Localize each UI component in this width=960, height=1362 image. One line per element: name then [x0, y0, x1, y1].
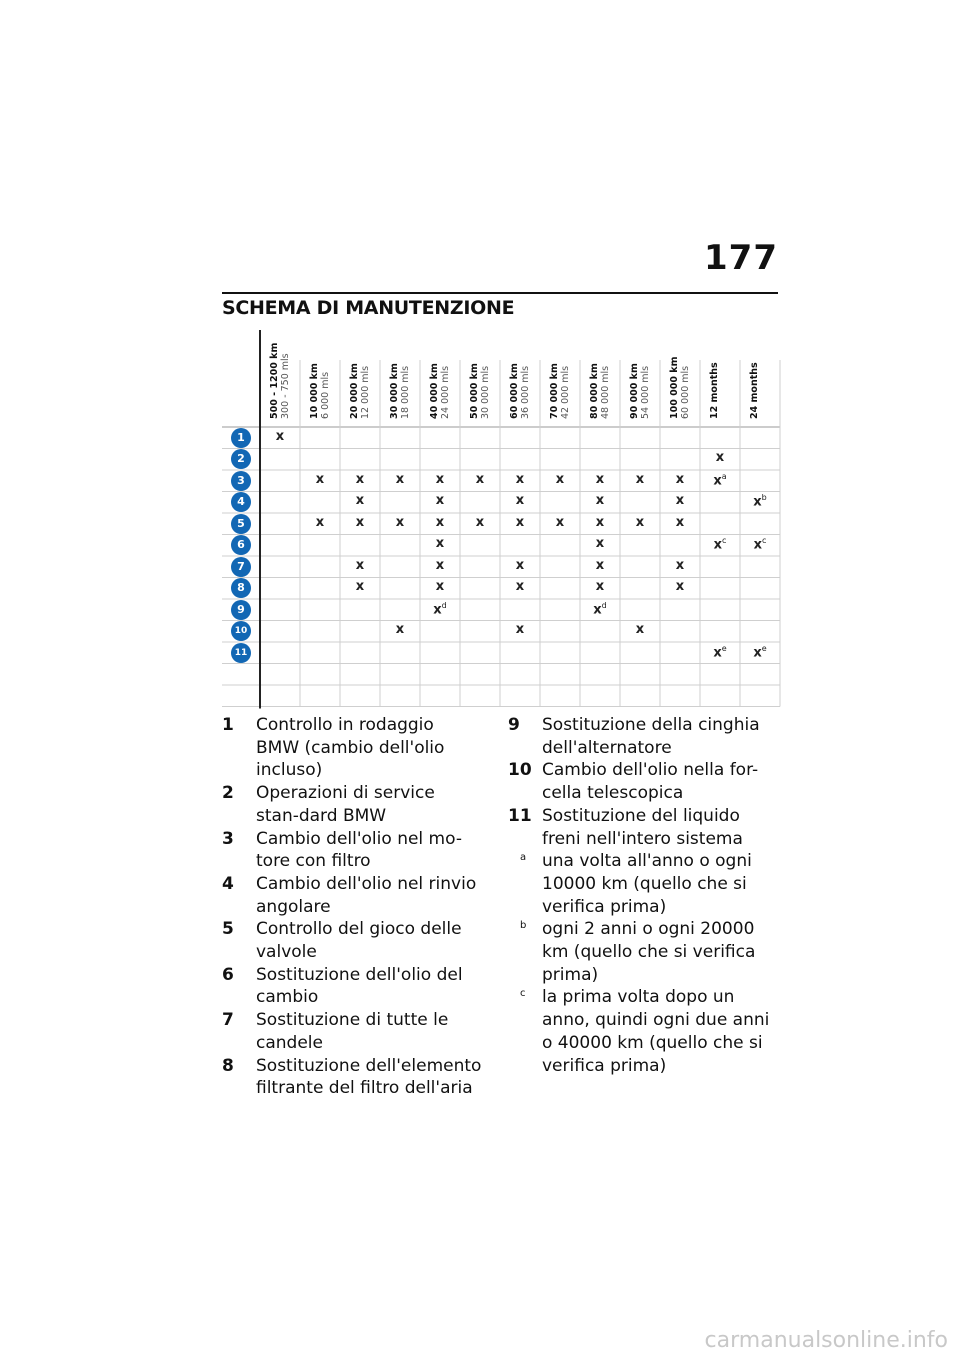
mark-footnote-ref: b	[761, 493, 767, 503]
maintenance-mark	[380, 622, 420, 637]
maintenance-mark	[740, 493, 780, 509]
mark-symbol: x	[355, 557, 365, 573]
mark-symbol: x	[675, 471, 685, 487]
column-header-miles: 48 000 mls	[600, 365, 611, 419]
footer-watermark: carmanualsonline.info	[704, 1328, 948, 1353]
maintenance-mark	[500, 472, 540, 487]
mark-symbol: x	[275, 428, 285, 444]
legend-number: 11	[508, 805, 532, 826]
mark-footnote-ref: c	[721, 536, 727, 546]
column-header-miles: 24 000 mls	[440, 365, 451, 419]
column-header-miles: 42 000 mls	[560, 365, 571, 419]
mark-symbol: x	[595, 514, 605, 530]
maintenance-mark	[700, 536, 740, 552]
mark-symbol: x	[713, 473, 722, 489]
legend-item	[508, 714, 780, 759]
legend-text: Operazioni di service stan-dard BMW	[256, 783, 435, 826]
maintenance-mark	[340, 472, 380, 487]
column-header-miles: 300 - 750 mls	[280, 353, 291, 419]
legend-text: Cambio dell'olio nel mo-tore con filtro	[256, 828, 462, 872]
column-header	[589, 363, 611, 419]
maintenance-mark	[580, 579, 620, 594]
mark-symbol: x	[515, 557, 525, 573]
legend-item	[222, 964, 482, 1009]
legend-item	[222, 918, 482, 963]
column-header-miles: 30 000 mls	[480, 365, 491, 419]
column-header-distance: 90 000 km	[629, 363, 640, 419]
legend-text: Sostituzione dell'olio del cambio	[256, 964, 463, 1008]
column-header-distance: 10 000 km	[309, 363, 320, 419]
column-header	[389, 363, 411, 419]
legend-text: Sostituzione del liquido freni nell'intero sistema	[542, 805, 743, 849]
maintenance-mark	[420, 601, 460, 617]
legend-item	[508, 759, 780, 804]
mark-symbol: x	[595, 493, 605, 509]
mark-footnote-ref: d	[441, 600, 447, 610]
column-header	[269, 343, 291, 419]
mark-symbol: x	[555, 471, 565, 487]
row-key-badge: 9	[231, 600, 251, 620]
maintenance-mark	[260, 429, 300, 444]
column-header-miles: 36 000 mls	[520, 365, 531, 419]
mark-symbol: x	[355, 493, 365, 509]
row-key-badge: 7	[231, 557, 251, 577]
maintenance-mark	[380, 515, 420, 530]
mark-footnote-ref: e	[761, 643, 767, 653]
maintenance-mark	[420, 579, 460, 594]
legend-item	[222, 1009, 482, 1054]
maintenance-mark	[420, 515, 460, 530]
maintenance-mark	[300, 472, 340, 487]
mark-symbol: x	[595, 536, 605, 552]
column-header-miles: 18 000 mls	[400, 365, 411, 419]
mark-symbol: x	[595, 471, 605, 487]
maintenance-mark	[580, 558, 620, 573]
mark-symbol: x	[593, 602, 602, 618]
mark-symbol: x	[315, 514, 325, 530]
maintenance-mark	[540, 472, 580, 487]
maintenance-mark	[340, 493, 380, 508]
maintenance-mark	[700, 644, 740, 660]
legend-item	[222, 1055, 482, 1100]
legend-item	[508, 918, 780, 986]
maintenance-mark	[580, 472, 620, 487]
mark-symbol: x	[435, 493, 445, 509]
column-header-distance: 500 - 1200 km	[269, 342, 280, 419]
legend-number: 3	[222, 828, 234, 849]
mark-symbol: x	[635, 514, 645, 530]
column-header-distance: 12 months	[709, 362, 720, 419]
legend-item	[222, 873, 482, 918]
column-header-miles: 6 000 mls	[320, 371, 331, 419]
column-header-distance: 70 000 km	[549, 363, 560, 419]
mark-symbol: x	[475, 471, 485, 487]
row-key-badge: 5	[231, 514, 251, 534]
column-header-miles: 60 000 mls	[680, 365, 691, 419]
mark-symbol: x	[355, 471, 365, 487]
mark-symbol: x	[435, 557, 445, 573]
column-header-distance: 40 000 km	[429, 363, 440, 419]
mark-footnote-ref: d	[601, 600, 607, 610]
column-header	[669, 357, 691, 420]
mark-symbol: x	[675, 514, 685, 530]
legend-left	[222, 714, 482, 1100]
maintenance-mark	[420, 472, 460, 487]
maintenance-mark	[540, 515, 580, 530]
legend-item	[508, 850, 780, 918]
row-key-badge: 3	[231, 471, 251, 491]
column-header	[629, 363, 651, 419]
footnote-text: ogni 2 anni o ogni 20000 km (quello che si verifica prima)	[542, 919, 756, 985]
legend-number: 2	[222, 783, 234, 804]
column-header-distance: 100 000 km	[669, 356, 680, 419]
mark-symbol: x	[713, 537, 722, 553]
legend-number: 10	[508, 760, 532, 781]
mark-symbol: x	[435, 536, 445, 552]
mark-symbol: x	[515, 579, 525, 595]
mark-footnote-ref: c	[761, 536, 767, 546]
mark-footnote-ref: a	[721, 471, 727, 481]
row-key-badge: 1	[231, 428, 251, 448]
maintenance-mark	[620, 515, 660, 530]
mark-symbol: x	[395, 514, 405, 530]
maintenance-mark	[420, 493, 460, 508]
maintenance-mark	[580, 536, 620, 551]
mark-symbol: x	[515, 471, 525, 487]
maintenance-mark	[660, 558, 700, 573]
maintenance-mark	[420, 558, 460, 573]
maintenance-mark	[660, 515, 700, 530]
maintenance-mark	[660, 579, 700, 594]
footnote-text: una volta all'anno o ogni 10000 km (quello che si verifica prima)	[542, 851, 752, 917]
legend-number: 1	[222, 715, 234, 735]
mark-symbol: x	[515, 493, 525, 509]
maintenance-mark	[740, 644, 780, 660]
row-key-badge: 6	[231, 535, 251, 555]
row-key-badge: 8	[231, 578, 251, 598]
maintenance-mark	[580, 493, 620, 508]
legend-text: Cambio dell'olio nella for-cella telescopica	[542, 760, 759, 804]
mark-symbol: x	[315, 471, 325, 487]
mark-symbol: x	[675, 557, 685, 573]
legend-number: 9	[508, 715, 520, 735]
mark-symbol: x	[355, 514, 365, 530]
maintenance-mark	[340, 558, 380, 573]
maintenance-mark	[300, 515, 340, 530]
footnote-mark: c	[520, 988, 526, 1000]
mark-symbol: x	[595, 579, 605, 595]
row-key-badge: 11	[231, 643, 251, 663]
column-header-distance: 20 000 km	[349, 363, 360, 419]
mark-symbol: x	[675, 579, 685, 595]
mark-symbol: x	[435, 514, 445, 530]
column-header	[309, 363, 331, 419]
mark-symbol: x	[713, 645, 722, 661]
column-header	[549, 363, 571, 419]
mark-symbol: x	[515, 622, 525, 638]
mark-symbol: x	[395, 471, 405, 487]
mark-symbol: x	[395, 622, 405, 638]
legend-text: Controllo in rodaggio BMW (cambio dell'olio incluso)	[256, 715, 445, 781]
footnote-text: la prima volta dopo un anno, quindi ogni due anni o 40000 km (quello che si verifica prima)	[542, 987, 770, 1076]
mark-symbol: x	[433, 602, 442, 618]
mark-symbol: x	[635, 622, 645, 638]
maintenance-mark	[660, 493, 700, 508]
maintenance-mark	[460, 515, 500, 530]
maintenance-mark	[500, 493, 540, 508]
column-header	[749, 362, 760, 419]
legend-text: Controllo del gioco delle valvole	[256, 919, 462, 963]
legend-item	[222, 714, 482, 782]
column-header	[709, 362, 720, 419]
legend-text: Cambio dell'olio nel rinvio angolare	[256, 873, 477, 917]
maintenance-mark	[620, 622, 660, 637]
legend-number: 6	[222, 964, 234, 985]
column-header	[469, 363, 491, 419]
column-header-distance: 30 000 km	[389, 363, 400, 419]
maintenance-mark	[500, 558, 540, 573]
legend-number: 4	[222, 873, 234, 894]
column-header	[349, 363, 371, 419]
maintenance-mark	[700, 450, 740, 465]
section-title: SCHEMA DI MANUTENZIONE	[222, 297, 515, 319]
column-header	[429, 363, 451, 419]
mark-symbol: x	[595, 557, 605, 573]
legend-text: Sostituzione di tutte le candele	[256, 1010, 449, 1053]
maintenance-mark	[580, 515, 620, 530]
mark-symbol: x	[475, 514, 485, 530]
legend-right	[508, 714, 780, 1077]
column-header-distance: 50 000 km	[469, 363, 480, 419]
maintenance-mark	[340, 579, 380, 594]
maintenance-mark	[460, 472, 500, 487]
legend-text: Sostituzione della cinghia dell'alternatore	[542, 715, 760, 758]
maintenance-mark	[620, 472, 660, 487]
mark-symbol: x	[753, 537, 762, 553]
row-key-badge: 10	[231, 621, 251, 641]
mark-symbol: x	[435, 471, 445, 487]
mark-symbol: x	[355, 579, 365, 595]
footnote-mark: a	[520, 852, 527, 864]
mark-symbol: x	[753, 494, 762, 510]
column-header-distance: 80 000 km	[589, 363, 600, 419]
mark-symbol: x	[555, 514, 565, 530]
column-header-distance: 60 000 km	[509, 363, 520, 419]
legend-item	[222, 782, 482, 827]
maintenance-mark	[740, 536, 780, 552]
mark-symbol: x	[515, 514, 525, 530]
maintenance-mark	[500, 579, 540, 594]
maintenance-mark	[500, 515, 540, 530]
legend-number: 7	[222, 1010, 234, 1031]
legend-item	[508, 986, 780, 1077]
maintenance-mark	[340, 515, 380, 530]
maintenance-mark	[500, 622, 540, 637]
maintenance-mark	[380, 472, 420, 487]
maintenance-mark	[580, 601, 620, 617]
legend-item	[222, 828, 482, 873]
column-header-miles: 12 000 mls	[360, 365, 371, 419]
mark-symbol: x	[753, 645, 762, 661]
legend-number: 5	[222, 919, 234, 940]
row-key-badge: 4	[231, 492, 251, 512]
row-key-badge: 2	[231, 449, 251, 469]
mark-symbol: x	[715, 450, 725, 466]
page-number: 177	[704, 238, 778, 278]
legend-item	[508, 805, 780, 850]
column-header-distance: 24 months	[749, 362, 760, 419]
maintenance-mark	[420, 536, 460, 551]
legend-text: Sostituzione dell'elemento filtrante del filtro dell'aria	[256, 1055, 482, 1099]
mark-symbol: x	[675, 493, 685, 509]
mark-footnote-ref: e	[721, 643, 727, 653]
mark-symbol: x	[635, 471, 645, 487]
mark-symbol: x	[435, 579, 445, 595]
maintenance-mark	[660, 472, 700, 487]
column-header-miles: 54 000 mls	[640, 365, 651, 419]
legend-number: 8	[222, 1055, 234, 1076]
footnote-mark: b	[520, 920, 527, 932]
maintenance-mark	[700, 472, 740, 488]
column-header	[509, 363, 531, 419]
